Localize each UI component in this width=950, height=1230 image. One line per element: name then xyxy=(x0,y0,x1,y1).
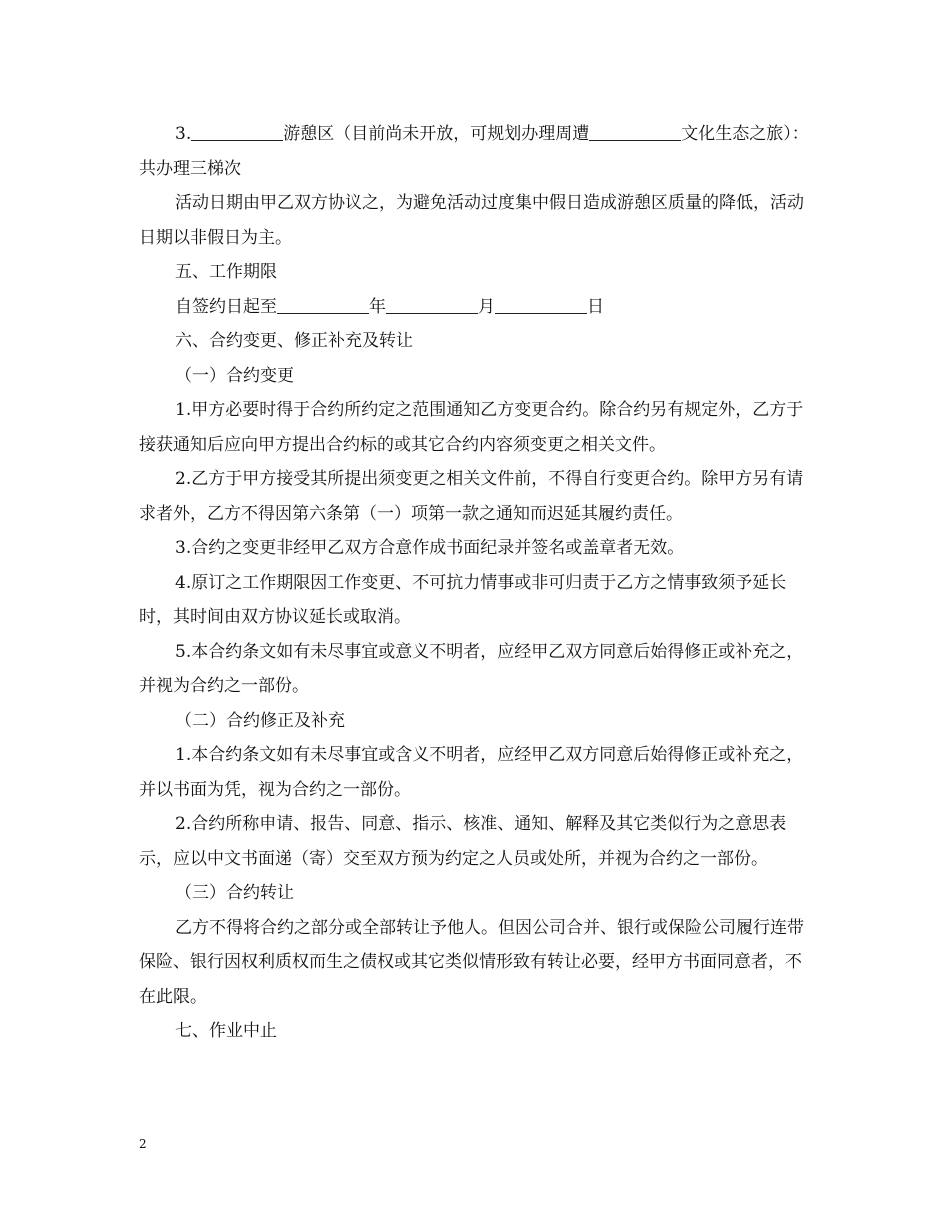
document-body xyxy=(139,117,811,1049)
blank-line xyxy=(277,297,369,314)
blank-line xyxy=(386,297,478,314)
blank-line xyxy=(589,124,681,141)
page-number: 2 xyxy=(139,1137,147,1151)
paragraph-change-1: 1.甲方必要时得于合约所约定之范围通知乙方变更合约。除合约另有规定外，乙方于接获通知后应向甲方提出合约标的或其它合约内容须变更之相关文件。 xyxy=(139,400,804,455)
paragraph-recreation-area xyxy=(139,117,811,186)
paragraph-work-period-dates xyxy=(139,290,811,325)
paragraph-text: 自签约日起至 xyxy=(175,296,277,317)
month-label: 月 xyxy=(478,296,495,317)
subsection-heading-amendment: （二）合约修正及补充 xyxy=(175,710,345,731)
section-heading-work-period: 五、工作期限 xyxy=(175,262,277,282)
paragraph-change-2: 2.乙方于甲方接受其所提出须变更之相关文件前，不得自行变更合约。除甲方另有请求者外，乙方不得因第六条第（一）项第一款之通知而迟延其履约责任。 xyxy=(139,469,804,524)
paragraph-activity-dates: 活动日期由甲乙双方协议之，为避免活动过度集中假日造成游憩区质量的降低，活动日期以非假日为主。 xyxy=(139,193,804,248)
year-label: 年 xyxy=(369,296,386,317)
blank-line xyxy=(191,124,283,141)
paragraph-amendment-2: 2.合约所称申请、报告、同意、指示、核准、通知、解释及其它类似行为之意思表示，应以中文书面递（寄）交至双方预为约定之人员或处所，并视为合约之一部份。 xyxy=(139,814,787,869)
paragraph-change-4: 4.原订之工作期限因工作变更、不可抗力情事或非可归责于乙方之情事致须予延长时，其时间由双方协议延长或取消。 xyxy=(139,572,787,627)
subsection-heading-change: （一）合约变更 xyxy=(175,365,294,386)
paragraph-text: 游憩区（目前尚未开放，可规划办理周遭 xyxy=(283,124,590,144)
blank-line xyxy=(495,297,587,314)
paragraph-change-3: 3.合约之变更非经甲乙双方合意作成书面纪录并签名或盖章者无效。 xyxy=(175,538,685,558)
subsection-heading-transfer: （三）合约转让 xyxy=(175,883,294,903)
day-label: 日 xyxy=(587,296,604,317)
paragraph-change-5: 5.本合约条文如有未尽事宜或意义不明者，应经甲乙双方同意后始得修正或补充之，并视为合约之一部份。 xyxy=(139,641,804,696)
item-number: 3. xyxy=(175,124,192,144)
section-heading-suspension: 七、作业中止 xyxy=(175,1021,277,1041)
paragraph-text: 文化生态之旅）：共办理三梯次 xyxy=(139,124,809,179)
paragraph-transfer: 乙方不得将合约之部分或全部转让予他人。但因公司合并、银行或保险公司履行连带保险、银行因权利质权而生之债权或其它类似情形致有转让必要，经甲方书面同意者，不在此限。 xyxy=(139,917,804,1007)
section-heading-contract-change: 六、合约变更、修正补充及转让 xyxy=(175,331,413,351)
paragraph-amendment-1: 1.本合约条文如有未尽事宜或含义不明者，应经甲乙双方同意后始得修正或补充之，并以书面为凭，视为合约之一部份。 xyxy=(139,745,804,800)
